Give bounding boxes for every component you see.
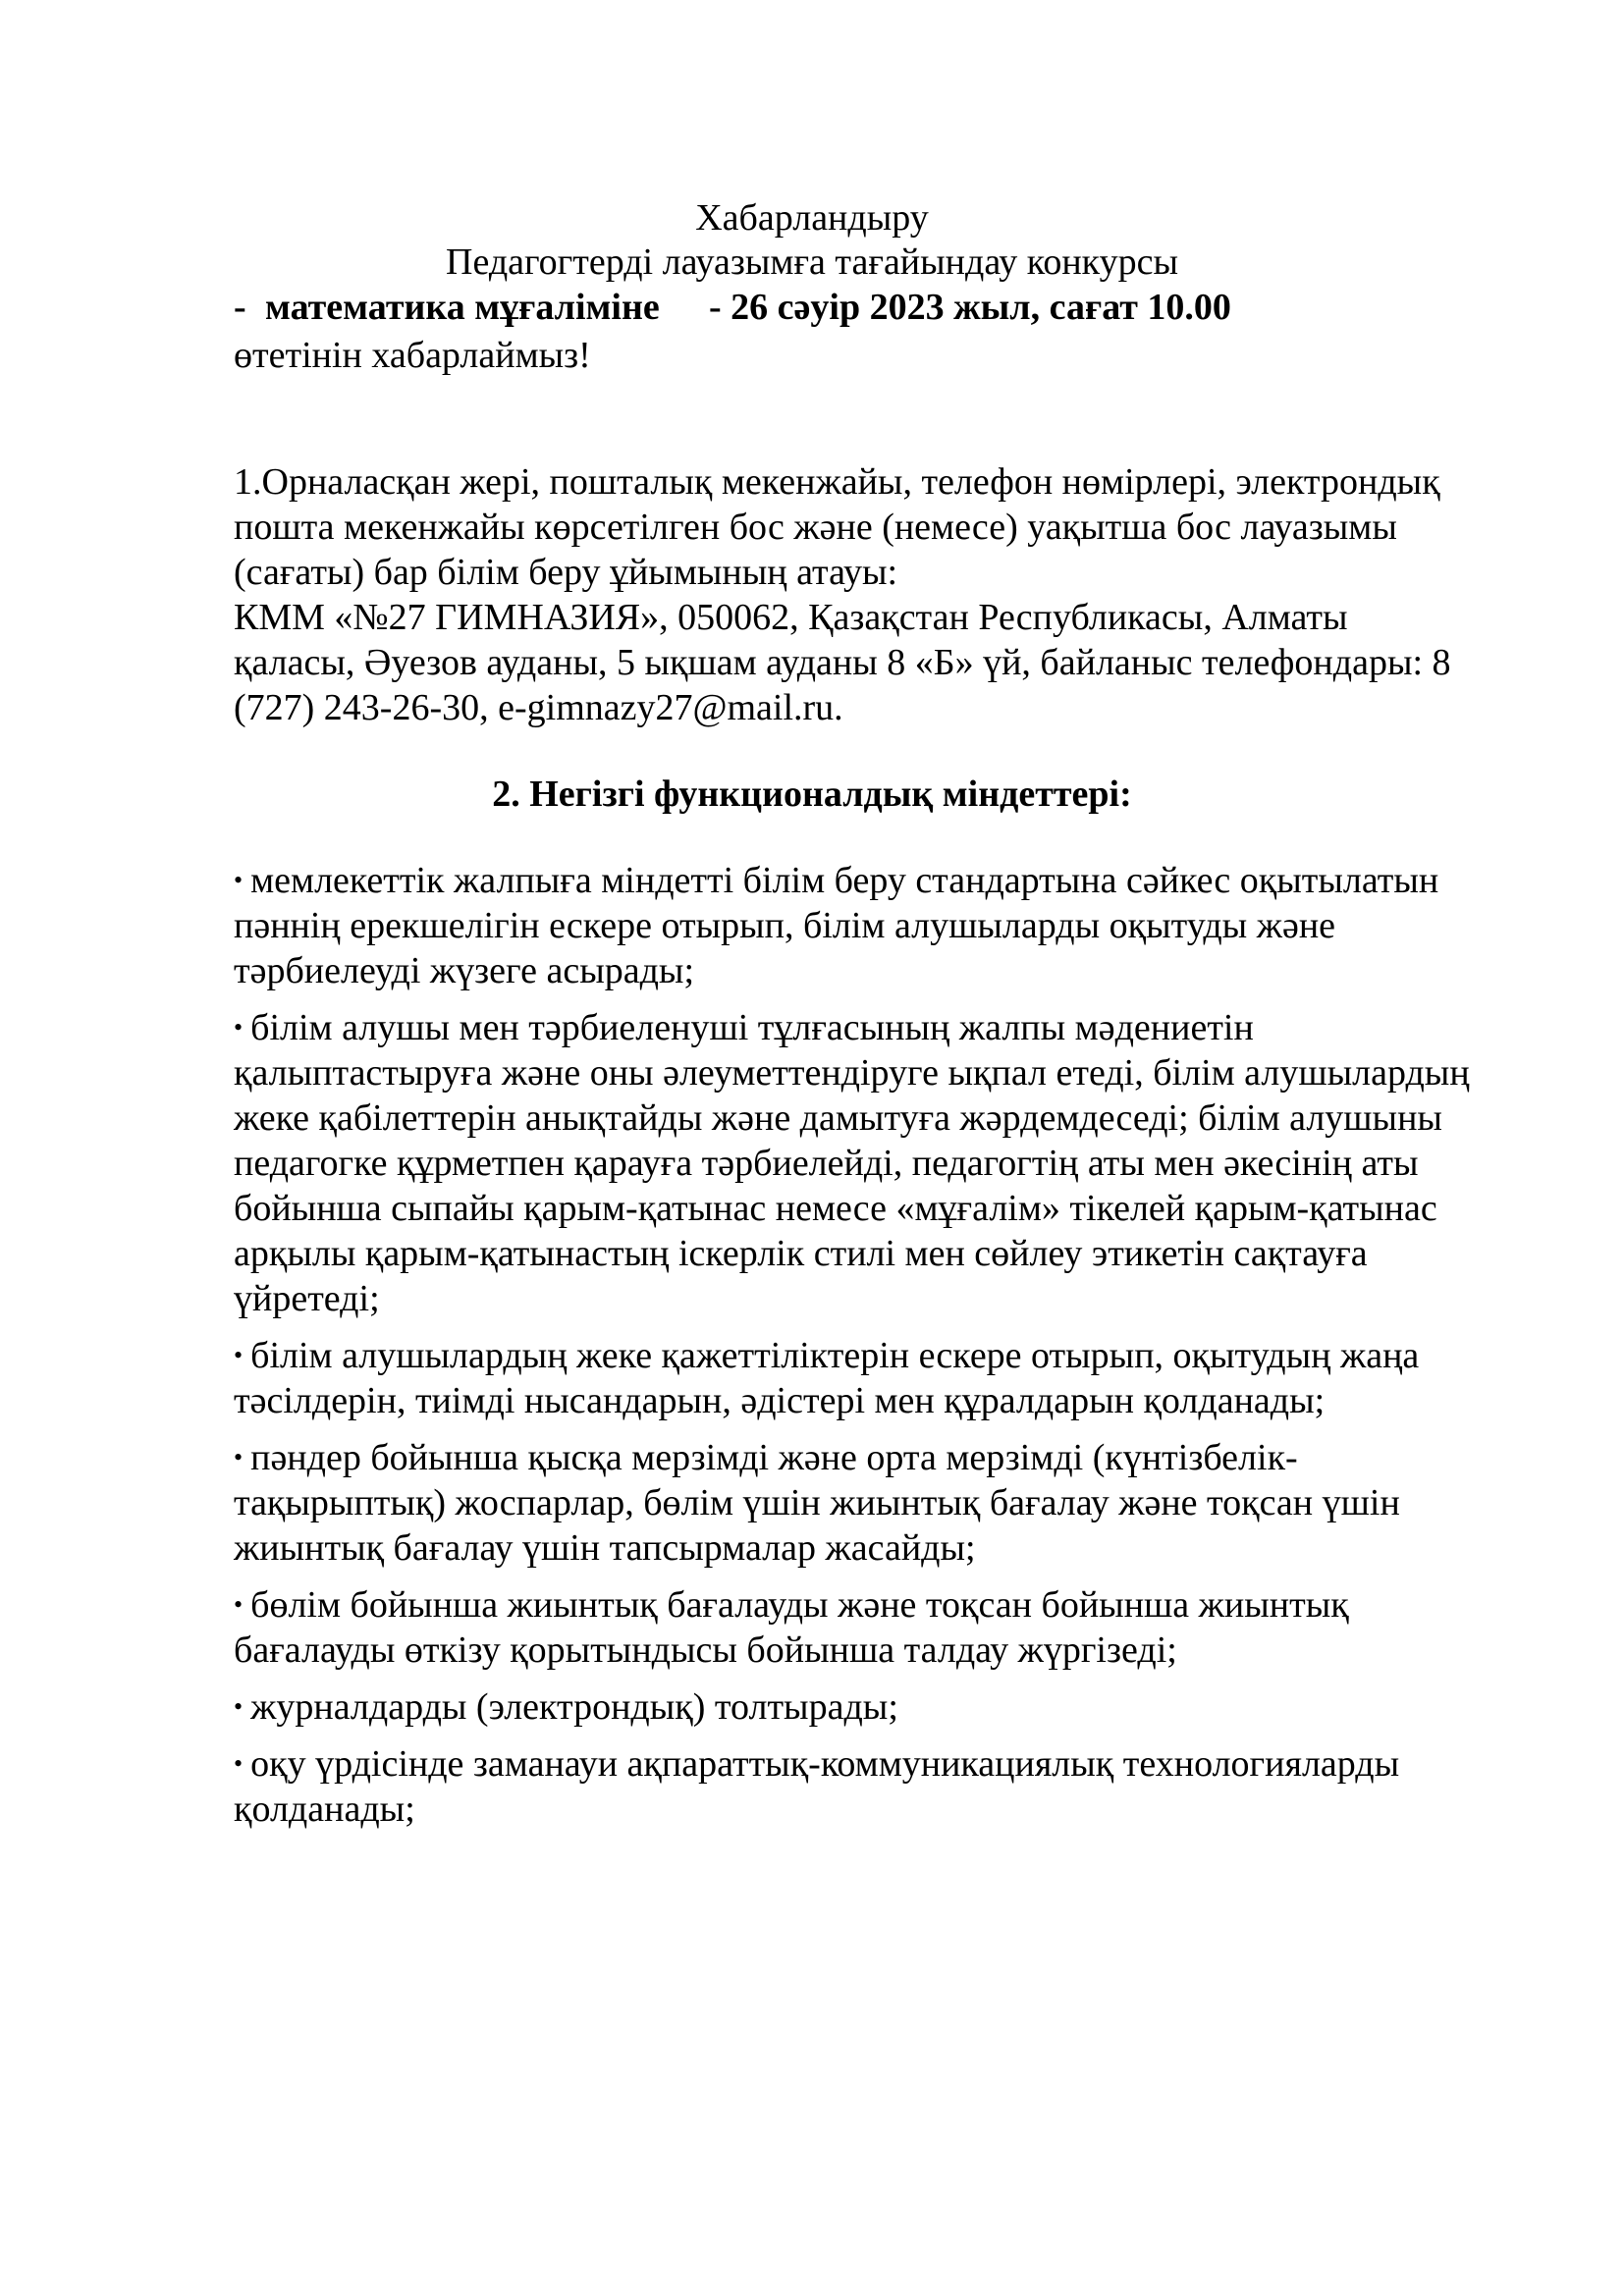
list-item-text: бойынша сыпайы қарым-қатынас немесе «мұғалім» тікелей қарым-қатынас [234,1188,1437,1229]
list-item-text: жиынтық бағалау үшін тапсырмалар жасайды; [234,1527,976,1569]
bullet-icon: • [234,1749,244,1778]
bullet-icon: • [234,866,244,894]
list-item-first-line [234,1745,1399,1783]
document-title: Хабарландыру [695,197,929,239]
announcement-date: - 26 сәуір 2023 жыл, сағат 10.00 [709,287,1231,328]
list-item-first-line [234,1586,1349,1624]
document-subtitle: Педагогтерді лауазымға тағайындау конкурсы [446,241,1178,283]
section-1-line: 1.Орналасқан жері, пошталық мекенжайы, телефон нөмірлері, электрондық [234,461,1440,503]
bullet-icon: • [234,1013,244,1041]
list-item-text: жеке қабілеттерін анықтайды және дамытуға жәрдемдеседі; білім алушыны [234,1097,1442,1139]
section-1-line: қаласы, Әуезов ауданы, 5 ықшам ауданы 8 «Б» үй, байланыс телефондары: 8 [234,642,1451,683]
section-1-line: КММ «№27 ГИМНАЗИЯ», 050062, Қазақстан Республикасы, Алматы [234,597,1348,638]
list-item-text: оқу үрдісінде заманауи ақпараттық-коммуникациялық технологияларды [250,1743,1400,1785]
list-item-text: журналдарды (электрондық) толтырады; [250,1686,898,1728]
list-item-text: тәрбиелеуді жүзеге асырады; [234,950,695,991]
list-item-text: тақырыптық) жоспарлар, бөлім үшін жиынтық бағалау және тоқсан үшін [234,1482,1400,1523]
bullet-icon: • [234,1341,244,1369]
announcement-suffix: өтетінін хабарлаймыз! [234,335,591,376]
list-item-text: үйретеді; [234,1278,380,1319]
list-item-text: білім алушы мен тәрбиеленуші тұлғасының жалпы мәдениетін [250,1007,1254,1048]
section-1-line: пошта мекенжайы көрсетілген бос және (немесе) уақытша бос лауазымы [234,507,1397,548]
list-item-text: тәсілдерін, тиімді нысандарын, әдістері мен құралдарын қолданады; [234,1380,1326,1421]
list-item-first-line [234,1337,1419,1374]
list-item-first-line [234,1009,1254,1046]
list-item-text: арқылы қарым-қатынастың іскерлік стилі мен сөйлеу этикетін сақтауға [234,1233,1368,1274]
announcement-subject: математика мұғаліміне [265,287,660,328]
section-1-line: (сағаты) бар білім беру ұйымының атауы: [234,552,898,593]
list-item-first-line [234,1688,898,1726]
list-item-text: пәннің ерекшелігін ескере отырып, білім алушыларды оқытуды және [234,905,1336,946]
list-item-text: қалыптастыруға және оны әлеуметтендіруге ықпал етеді, білім алушылардың [234,1052,1470,1094]
list-item-first-line [234,1439,1298,1476]
list-item-first-line [234,862,1438,899]
list-item-text: мемлекеттік жалпыға міндетті білім беру стандартына сәйкес оқытылатын [250,860,1439,901]
list-item-text: бөлім бойынша жиынтық бағалауды және тоқсан бойынша жиынтық [250,1584,1349,1626]
list-item-text: қолданады; [234,1789,415,1830]
list-item-text: бағалауды өткізу қорытындысы бойынша талдау жүргізеді; [234,1629,1177,1671]
list-item-text: білім алушылардың жеке қажеттіліктерін ескере отырып, оқытудың жаңа [250,1335,1420,1376]
list-item-text: педагогке құрметпен қарауға тәрбиелейді, педагогтің аты мен әкесінің аты [234,1143,1419,1184]
section-2-heading: 2. Негізгі функционалдық міндеттері: [492,774,1132,815]
bullet-icon: • [234,1590,244,1619]
list-item-text: пәндер бойынша қысқа мерзімді және орта мерзімді (күнтізбелік- [250,1437,1298,1478]
bullet-icon: • [234,1692,244,1721]
section-1-line: (727) 243-26-30, e-gimnazy27@mail.ru. [234,687,843,728]
announcement-dash: - [234,287,246,328]
bullet-icon: • [234,1443,244,1471]
